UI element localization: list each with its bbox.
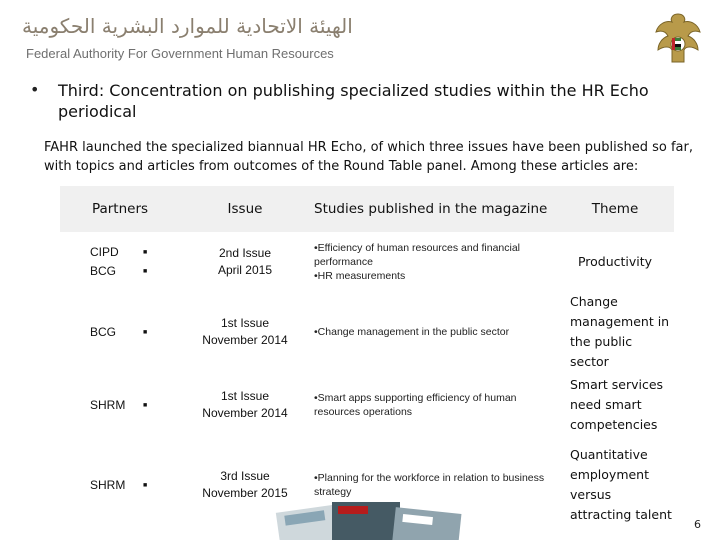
issue-number: 1st Issue	[220, 316, 270, 330]
study-item: •Smart apps supporting efficiency of human resources operations	[314, 392, 517, 418]
study-item: •HR measurements	[314, 270, 406, 282]
table-row	[60, 232, 674, 292]
issue-cell	[180, 232, 310, 292]
bullet-icon: ■	[143, 268, 148, 275]
header-issue: Issue	[180, 186, 310, 232]
section-heading-text: Third: Concentration on publishing specialized studies within the HR Echo periodical	[58, 81, 649, 121]
issue-cell	[180, 372, 310, 438]
partners-cell	[60, 292, 180, 372]
org-name-english: Federal Authority For Government Human Resources	[26, 46, 334, 61]
table-header-row	[60, 186, 674, 232]
partner-name: BCG	[90, 324, 117, 339]
bullet-icon: ■	[143, 328, 148, 336]
partner-name: CIPD	[90, 245, 119, 259]
partner-name: SHRM	[90, 477, 126, 492]
studies-cell	[310, 372, 556, 438]
studies-cell	[310, 232, 556, 292]
theme-cell: Productivity	[577, 254, 653, 269]
articles-table	[60, 186, 674, 532]
issue-number: 1st Issue	[220, 389, 270, 403]
theme-cell: Change management in the public sector	[570, 294, 670, 369]
theme-cell: Smart services need smart competencies	[570, 377, 664, 432]
issue-number: 3rd Issue	[220, 469, 270, 483]
bullet-icon: ■	[143, 401, 148, 409]
table-row	[60, 372, 674, 438]
magazine-covers-image	[272, 500, 462, 540]
header-partners: Partners	[60, 186, 180, 232]
issue-date: November 2015	[202, 486, 288, 500]
partners-cell	[60, 372, 180, 438]
page-header	[0, 0, 720, 78]
issue-cell	[180, 292, 310, 372]
partner-name: SHRM	[90, 397, 126, 412]
bullet-icon: ■	[143, 249, 148, 256]
study-item: •Change management in the public sector	[314, 326, 510, 338]
study-item: •Planning for the workforce in relation to business strategy	[314, 472, 545, 498]
study-item: •Efficiency of human resources and financial performance	[314, 242, 521, 268]
partner-name: BCG	[90, 264, 117, 278]
uae-emblem-icon	[648, 8, 708, 70]
header-theme: Theme	[556, 186, 674, 232]
theme-cell: Quantitative employment versus attracting talent	[570, 447, 672, 522]
partners-cell	[60, 232, 180, 292]
bullet-icon: ■	[143, 481, 148, 489]
bullet-icon: •	[30, 80, 40, 99]
header-studies: Studies published in the magazine	[310, 186, 556, 232]
studies-cell	[310, 292, 556, 372]
issue-number: 2nd Issue	[218, 246, 272, 260]
issue-date: November 2014	[202, 406, 288, 420]
partners-cell	[60, 438, 180, 532]
table-row	[60, 292, 674, 372]
issue-date: April 2015	[217, 263, 273, 277]
org-name-arabic: الهيئة الاتحادية للموارد البشرية الحكومية	[22, 14, 353, 38]
intro-paragraph: FAHR launched the specialized biannual HR Echo, of which three issues have been published so far, with topics and articles from outcomes of the Round Table panel. Among these articles are:	[44, 140, 693, 174]
issue-date: November 2014	[202, 333, 288, 347]
page-number: 6	[694, 518, 701, 531]
